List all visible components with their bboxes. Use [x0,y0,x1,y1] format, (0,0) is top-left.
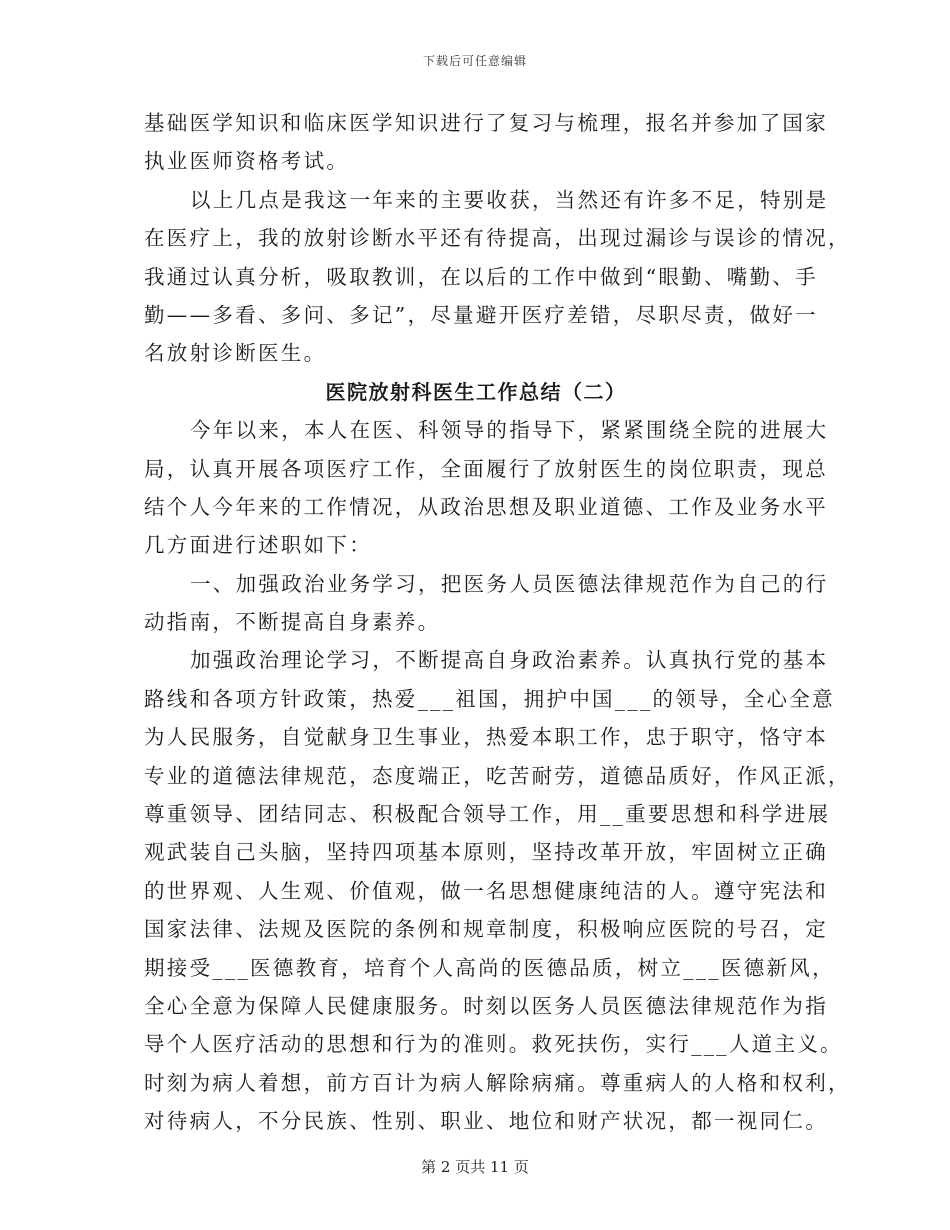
text-line: 动指南，不断提高自身素养。 [144,610,441,635]
text-line: 期接受___医德教育，培育个人高尚的医德品质，树立___医德新风， [144,955,835,980]
text-line: 我通过认真分析，吸取教训，在以后的工作中做到“眼勤、嘴勤、手 [144,264,818,289]
section-title: 医院放射科医生工作总结（二） [325,379,627,404]
text-line: 专业的道德法律规范，态度端正，吃苦耐劳，道德品质好，作风正派， [144,763,851,788]
text-line: 执业医师资格考试。 [144,149,350,174]
text-line: 路线和各项方针政策，热爱___祖国，拥护中国___的领导，全心全意 [144,686,835,711]
text-line: 加强政治理论学习，不断提高自身政治素养。认真执行党的基本 [190,648,829,673]
text-line: 几方面进行述职如下： [144,533,372,558]
text-line: 尊重领导、团结同志、积极配合领导工作，用__重要思想和科学进展 [144,802,831,827]
text-line: 以上几点是我这一年来的主要收获，当然还有许多不足，特别是 [190,187,829,212]
document-body [144,104,851,1141]
text-line: 结个人今年来的工作情况，从政治思想及职业道德、工作及业务水平 [144,494,828,519]
page-header: 下载后可任意编辑 [422,54,527,68]
text-line: 为人民服务，自觉献身卫生事业，热爱本职工作，忠于职守，恪守本 [144,725,828,750]
text-line: 在医疗上，我的放射诊断水平还有待提高，出现过漏诊与误诊的情况， [144,226,851,251]
text-line: 勤——多看、多问、多记”，尽量避开医疗差错，尽职尽责，做好一 [144,302,818,327]
text-line: 一、加强政治业务学习，把医务人员医德法律规范作为自己的行 [190,571,829,596]
text-line: 全心全意为保障人民健康服务。时刻以医务人员医德法律规范作为指 [144,993,828,1018]
text-line: 导个人医疗活动的思想和行为的准则。救死扶伤，实行___人道主义。 [144,1032,843,1057]
text-line: 基础医学知识和临床医学知识进行了复习与梳理，报名并参加了国家 [144,111,828,135]
page-footer: 第 2 页共 11 页 [421,1158,529,1176]
text-line: 的世界观、人生观、价值观，做一名思想健康纯洁的人。遵守宪法和 [144,878,828,903]
text-line: 今年以来，本人在医、科领导的指导下，紧紧围绕全院的进展大 [190,418,829,443]
text-line: 对待病人，不分民族、性别、职业、地位和财产状况，都一视同仁。 [144,1109,828,1134]
text-line: 国家法律、法规及医院的条例和规章制度，积极响应医院的号召，定 [144,917,828,942]
text-line: 时刻为病人着想，前方百计为病人解除病痛。尊重病人的人格和权利， [144,1070,851,1095]
text-line: 局，认真开展各项医疗工作，全面履行了放射医生的岗位职责，现总 [144,456,828,481]
text-line: 名放射诊断医生。 [144,341,327,366]
text-line: 观武装自己头脑，坚持四项基本原则，坚持改革开放，牢固树立正确 [144,840,828,865]
